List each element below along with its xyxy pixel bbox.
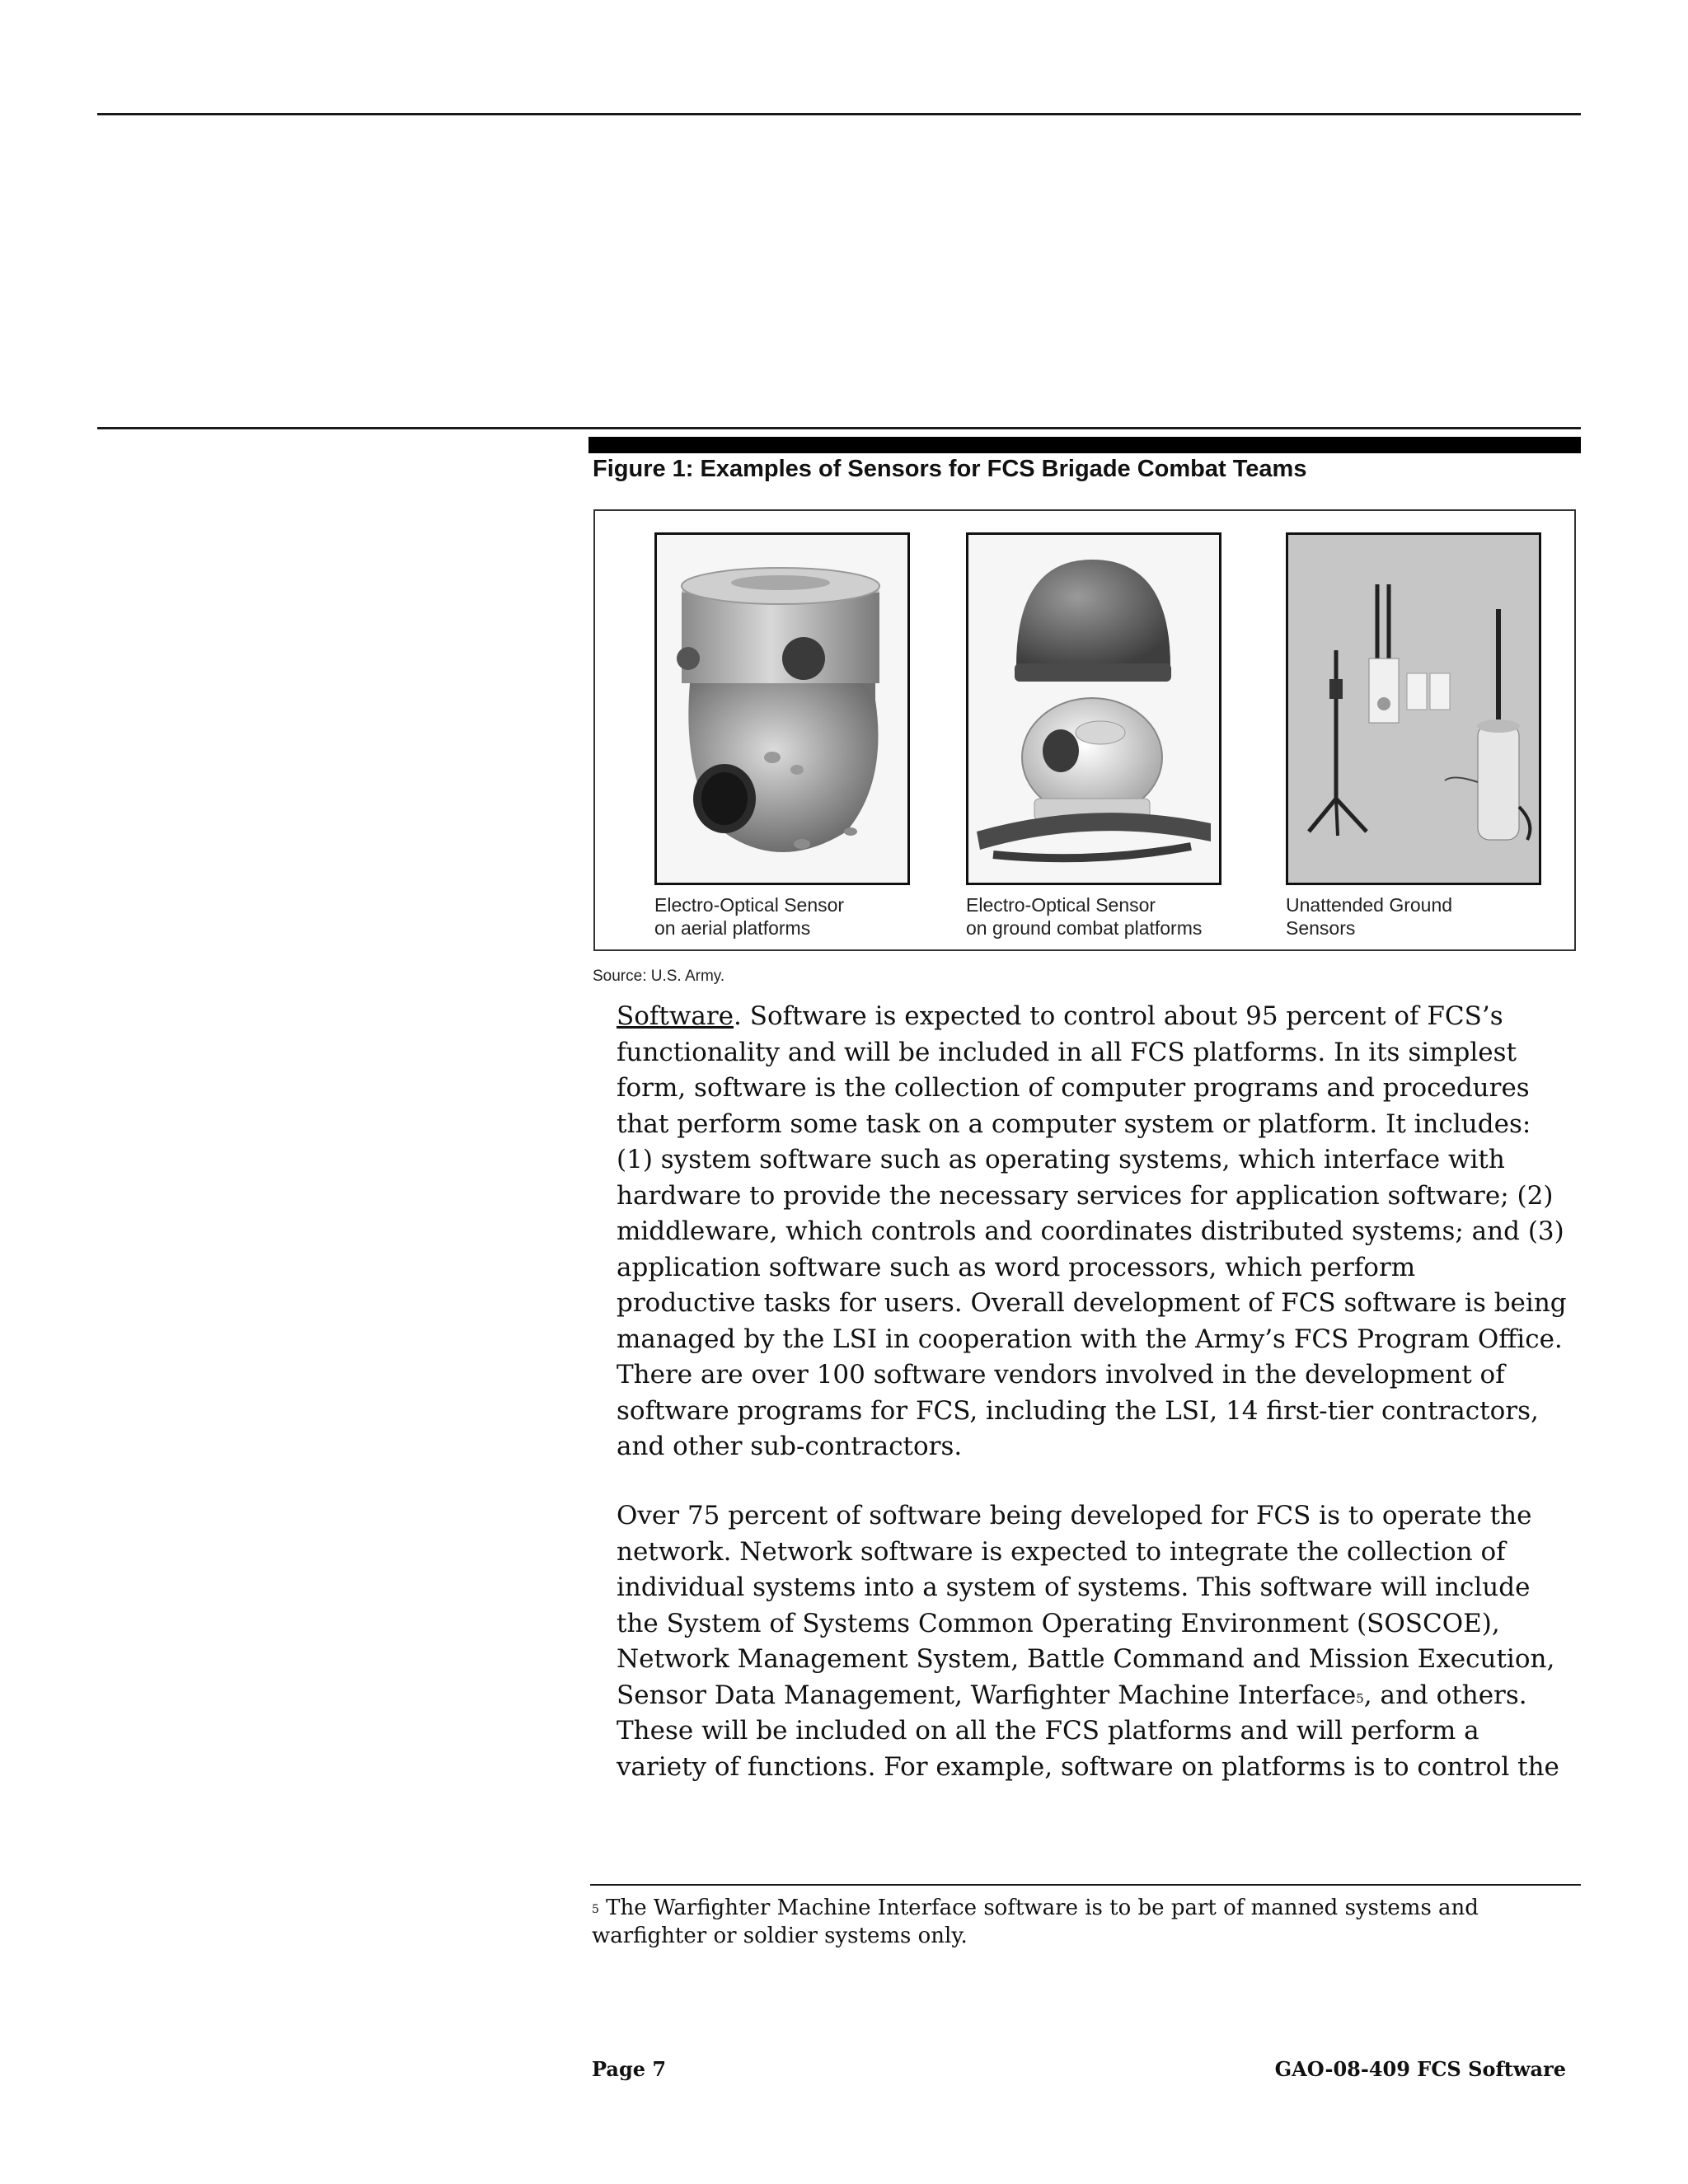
paragraph-line: variety of functions. For example, software on platforms is to control the: [617, 1751, 1559, 1782]
paragraph-line: These will be included on all the FCS platforms and will perform a: [617, 1716, 1479, 1746]
footnote: [592, 1894, 1581, 1950]
paragraph-line: hardware to provide the necessary services for application software; (2): [617, 1180, 1554, 1211]
paragraph-line: [617, 999, 1589, 1035]
paragraph-line: functionality and will be included in all FCS platforms. In its simplest: [617, 1037, 1517, 1067]
figure-caption-unattended: [1286, 893, 1452, 940]
header-rule-top: [97, 113, 1581, 115]
figure-caption-ground: [966, 893, 1202, 940]
body-paragraph-network-software: [617, 1498, 1589, 1785]
paragraph-line: [617, 1678, 1589, 1714]
footnote-number: 5: [592, 1903, 599, 1916]
figure-title-bar: [588, 437, 1581, 453]
paragraph-line: application software such as word processors, which perform: [617, 1252, 1416, 1282]
caption-line: Unattended Ground: [1286, 894, 1453, 916]
figure-frame: [593, 509, 1576, 951]
paragraph-line: network. Network software is expected to integrate the collection of: [617, 1536, 1506, 1567]
caption-line: on ground combat platforms: [966, 917, 1203, 939]
report-identifier: GAO-08-409 FCS Software: [1274, 2057, 1566, 2081]
footnote-line: [592, 1894, 1581, 1922]
paragraph-line: middleware, which controls and coordinates distributed systems; and (3): [617, 1216, 1564, 1246]
aerial-eo-sensor-illustration: [657, 535, 907, 883]
body-paragraph-software: [617, 999, 1589, 1465]
paragraph-line: individual systems into a system of systems. This software will include: [617, 1572, 1531, 1602]
figure-panel-aerial-sensor: [654, 532, 910, 885]
paragraph-line: (1) system software such as operating systems, which interface with: [617, 1145, 1505, 1174]
footnote-rule: [590, 1884, 1581, 1886]
section-lead-software: Software: [617, 1001, 734, 1031]
line-text: Sensor Data Management, Warfighter Machine Interface: [617, 1680, 1357, 1710]
caption-line: Sensors: [1286, 917, 1356, 939]
footnote-line: warfighter or soldier systems only.: [592, 1924, 968, 1948]
line-text: , and others.: [1363, 1680, 1527, 1710]
paragraph-line: software programs for FCS, including the LSI, 14 first-tier contractors,: [617, 1395, 1539, 1426]
paragraph-line: form, software is the collection of computer programs and procedures: [617, 1073, 1530, 1103]
paragraph-line: managed by the LSI in cooperation with the Army’s FCS Program Office.: [617, 1324, 1563, 1354]
footnote-reference[interactable]: 5: [1356, 1690, 1364, 1706]
paragraph-line: that perform some task on a computer system or platform. It includes:: [617, 1108, 1531, 1139]
paragraph-line: Network Management System, Battle Command and Mission Execution,: [617, 1644, 1555, 1674]
paragraph-line: and other sub-contractors.: [617, 1432, 963, 1461]
figure-caption-aerial: [654, 893, 844, 940]
paragraph-line: the System of Systems Common Operating Environment (SOSCOE),: [617, 1608, 1500, 1638]
paragraph-line: Over 75 percent of software being developed for FCS is to operate the: [617, 1501, 1532, 1530]
page-number: Page 7: [592, 2057, 667, 2081]
line-text: The Warfighter Machine Interface software is to be part of manned systems and: [598, 1896, 1479, 1920]
caption-line: Electro-Optical Sensor: [966, 894, 1156, 916]
paragraph-line: There are over 100 software vendors involved in the development of: [617, 1360, 1505, 1390]
caption-line: Electro-Optical Sensor: [654, 894, 845, 916]
figure-title: Figure 1: Examples of Sensors for FCS Brigade Combat Teams: [593, 456, 1307, 482]
unattended-ground-sensors-illustration: [1288, 535, 1539, 883]
header-rule-middle: [97, 427, 1581, 429]
paragraph-line: productive tasks for users. Overall development of FCS software is being: [617, 1288, 1567, 1318]
figure-panel-unattended-sensors: [1286, 532, 1541, 885]
figure-panel-ground-sensor: [966, 532, 1221, 885]
caption-line: on aerial platforms: [654, 917, 811, 939]
figure-source: Source: U.S. Army.: [593, 968, 725, 985]
line-text: . Software is expected to control about 95 percent of FCS’s: [734, 1001, 1503, 1031]
ground-eo-sensor-illustration: [968, 535, 1219, 883]
